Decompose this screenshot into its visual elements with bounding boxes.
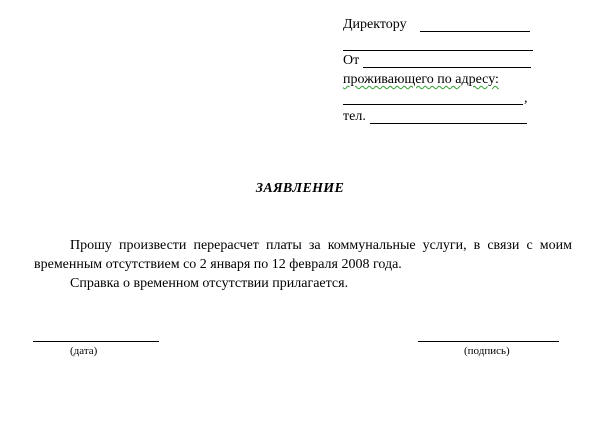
request-paragraph: Прошу произвести перерасчет платы за коммунальные услуги, в связи с моим временным отсутствием со 2 января по 12 февраля 2008 года.	[34, 238, 572, 272]
director-label: Директору	[343, 17, 407, 32]
address-comma: ,	[524, 91, 528, 106]
director-org-line	[343, 50, 533, 51]
address-line	[343, 104, 523, 105]
phone-label: тел.	[343, 109, 366, 124]
residing-label: проживающего по адресу:	[343, 72, 499, 87]
phone-line	[370, 123, 527, 124]
document-body	[34, 236, 572, 293]
date-caption: (дата)	[70, 345, 98, 357]
director-name-line	[420, 31, 530, 32]
from-name-line	[363, 67, 531, 68]
document-title: ЗАЯВЛЕНИЕ	[255, 181, 345, 196]
attachment-paragraph: Справка о временном отсутствии прилагается.	[70, 276, 349, 291]
date-line	[33, 341, 159, 342]
from-label: От	[343, 53, 360, 68]
signature-line	[418, 341, 559, 342]
signature-caption: (подпись)	[464, 345, 510, 357]
